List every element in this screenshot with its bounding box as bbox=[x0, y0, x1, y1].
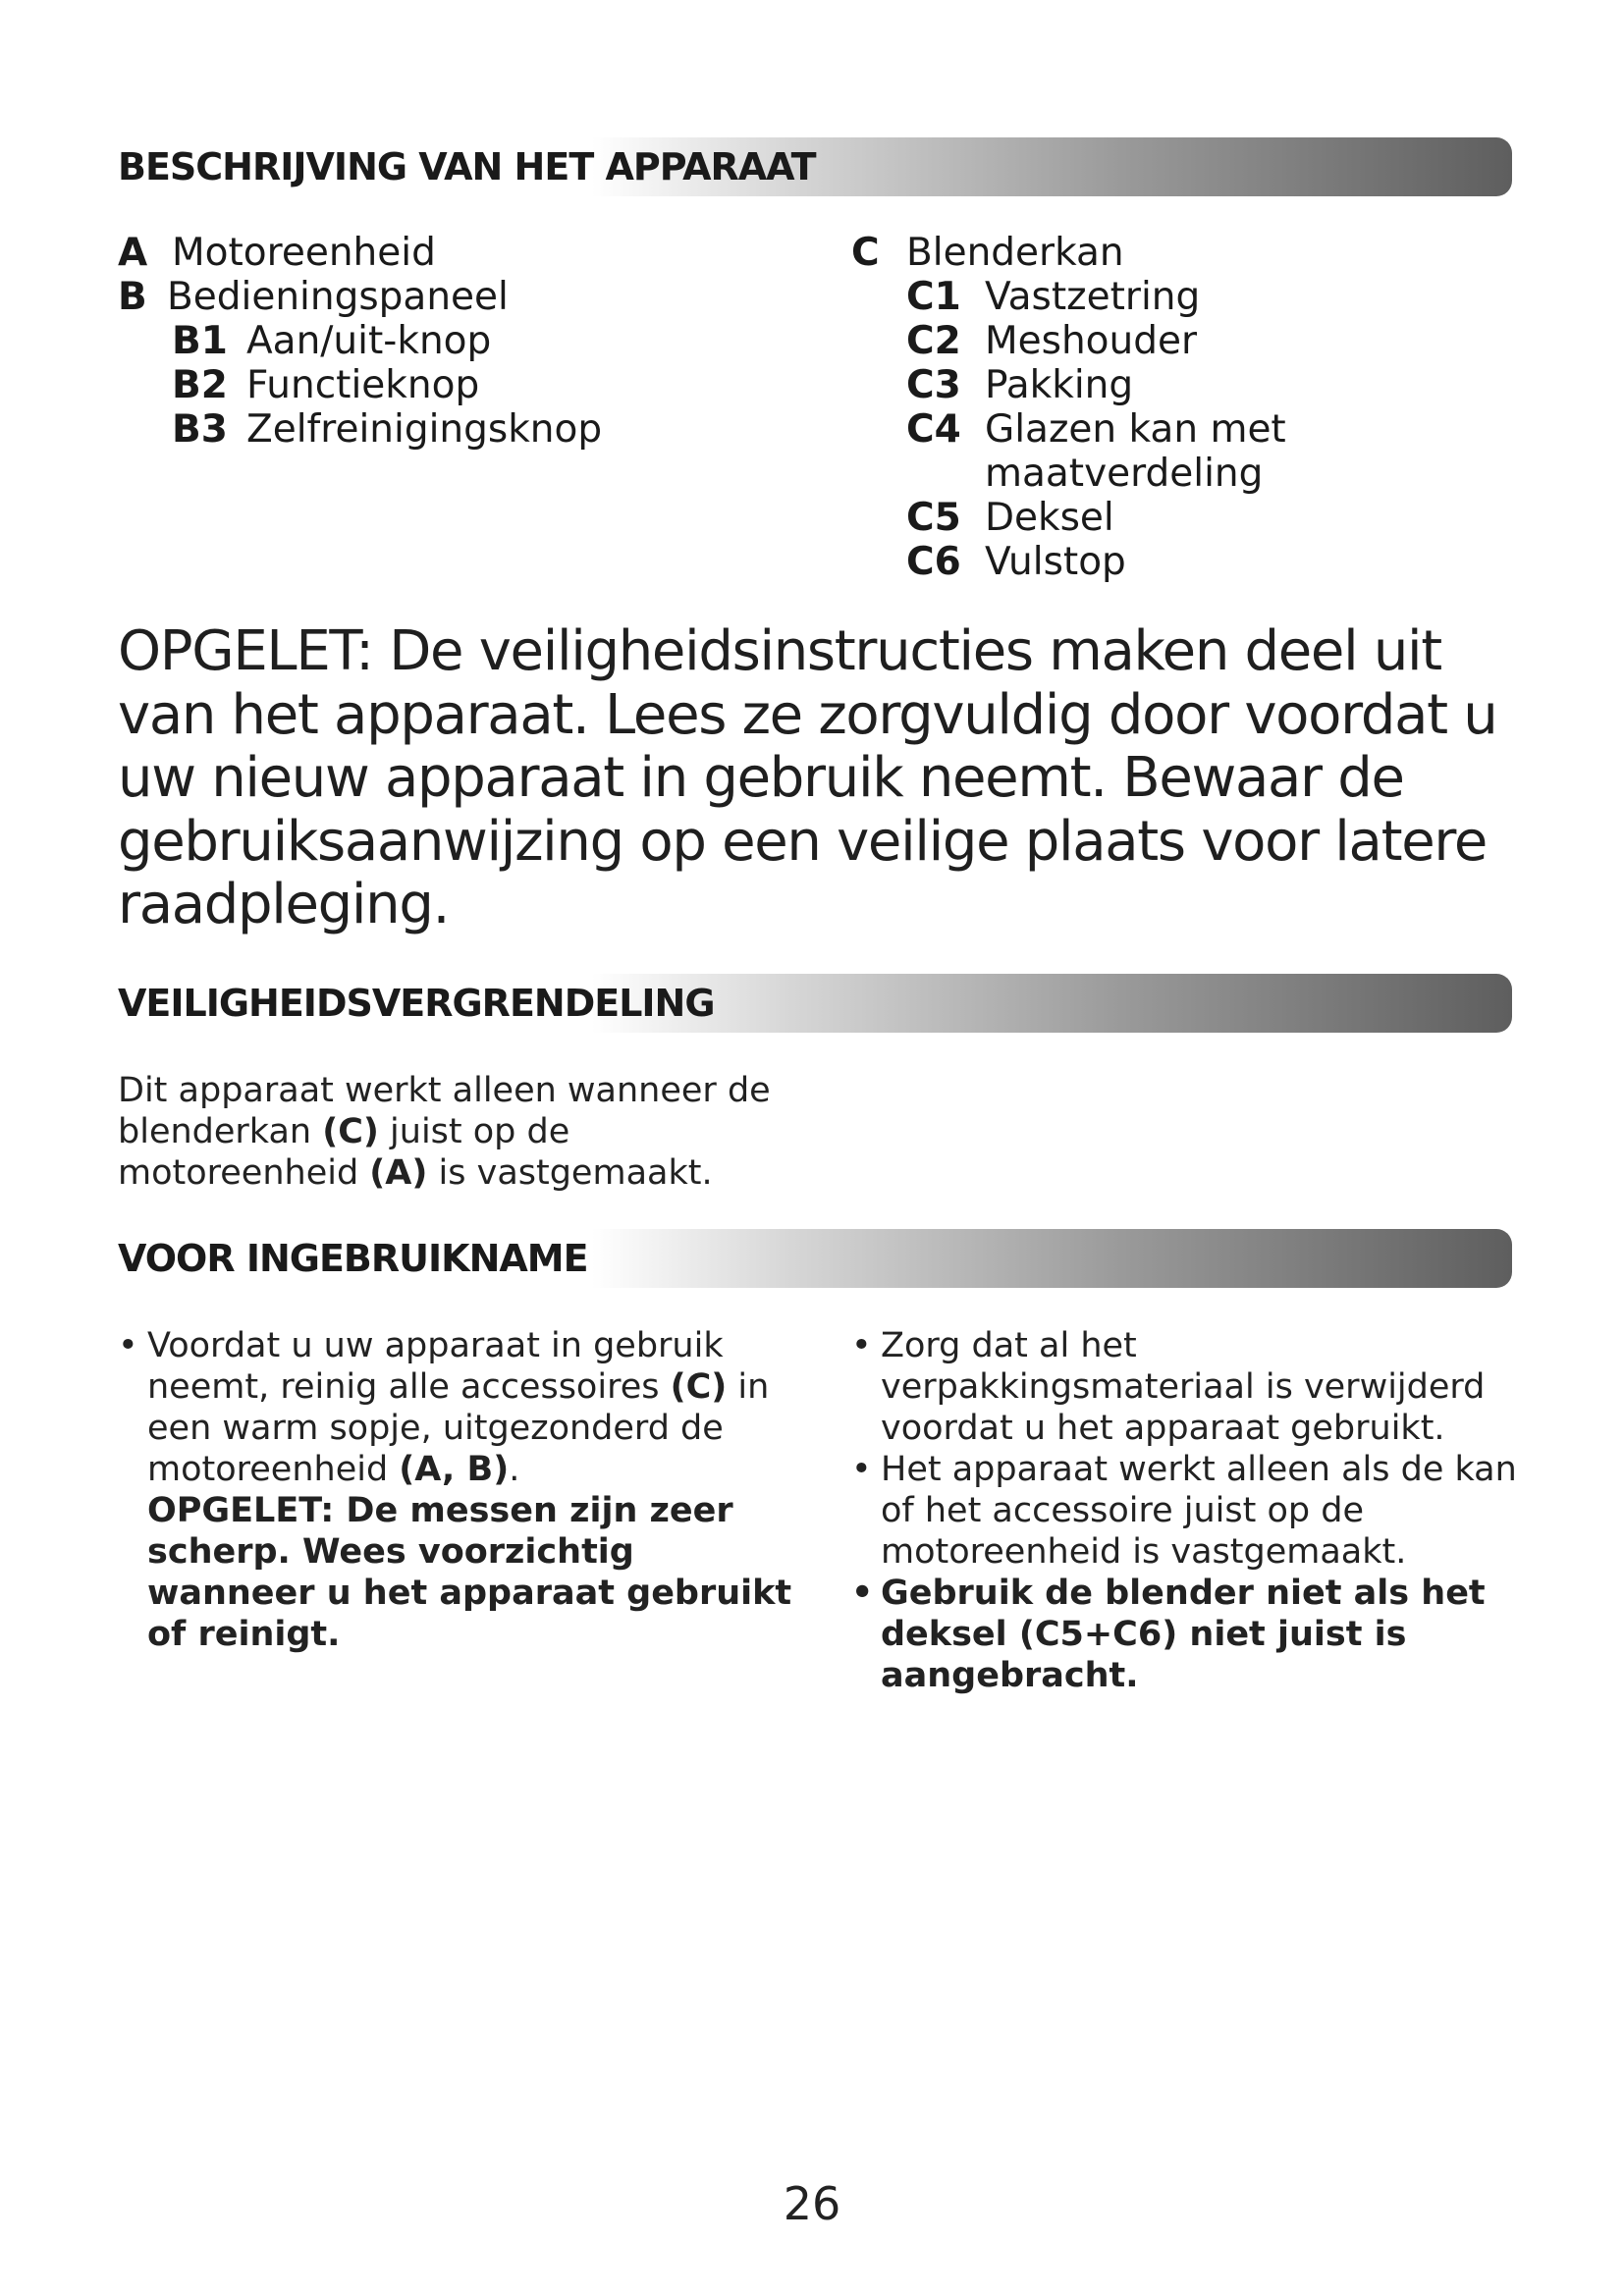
text-segment: in een warm sopje, uitgezonderd de motoreenheid bbox=[147, 1367, 770, 1489]
section-title-description: BESCHRIJVING VAN HET APPARAAT bbox=[118, 145, 816, 188]
ref-accessories: (C) bbox=[670, 1367, 728, 1407]
part-code: B1 bbox=[172, 319, 228, 363]
part-item-a bbox=[118, 231, 436, 275]
before-use-left-column bbox=[118, 1325, 805, 1655]
bullet-icon: • bbox=[851, 1450, 872, 1489]
part-item-c1 bbox=[906, 275, 1200, 319]
section-title-safety-lock: VEILIGHEIDSVERGRENDELING bbox=[118, 982, 715, 1025]
part-label: Glazen kan met bbox=[985, 407, 1286, 452]
part-code: C bbox=[851, 231, 880, 275]
list-item-text: Gebruik de blender niet als het deksel (C5+C6) niet juist is aangebracht. bbox=[881, 1574, 1486, 1695]
list-item bbox=[851, 1449, 1519, 1573]
safety-warning-text: OPGELET: De veiligheidsinstructies maken deel uit van het apparaat. Lees ze zorgvuldig door voordat u uw nieuw apparaat in gebruik neemt. Bewaar de gebruiksaanwijzing op een veilige plaats voor latere raadpleging. bbox=[118, 619, 1497, 936]
page-number: 26 bbox=[783, 2177, 841, 2230]
bullet-icon: • bbox=[118, 1326, 138, 1365]
list-item bbox=[851, 1573, 1519, 1696]
section-banner-safety-lock bbox=[118, 974, 1512, 1033]
part-label: Vulstop bbox=[985, 540, 1126, 584]
part-item-c5 bbox=[906, 496, 1114, 540]
part-item-b3 bbox=[172, 407, 602, 452]
part-code: C5 bbox=[906, 496, 961, 540]
part-item-c4 bbox=[906, 407, 1286, 452]
part-code: B bbox=[118, 275, 147, 319]
part-label: Deksel bbox=[985, 496, 1114, 540]
part-code: A bbox=[118, 231, 148, 275]
bullet-icon: • bbox=[851, 1574, 874, 1613]
part-code: C2 bbox=[906, 319, 961, 363]
part-item-b2 bbox=[172, 363, 479, 407]
list-item bbox=[118, 1325, 805, 1655]
text-segment: juist op de motoreenheid bbox=[118, 1112, 570, 1193]
section-banner-description bbox=[118, 137, 1512, 196]
part-label: Aan/uit-knop bbox=[246, 319, 492, 363]
list-item-text: Zorg dat al het verpakkingsmateriaal is verwijderd voordat u het apparaat gebruikt. bbox=[881, 1326, 1486, 1448]
text-segment: is vastgemaakt. bbox=[427, 1153, 713, 1193]
part-item-c bbox=[851, 231, 1124, 275]
part-label: Pakking bbox=[985, 363, 1134, 407]
part-code: C3 bbox=[906, 363, 961, 407]
text-segment: . bbox=[509, 1450, 520, 1489]
part-label: Motoreenheid bbox=[172, 231, 436, 275]
part-label: Functieknop bbox=[246, 363, 480, 407]
before-use-right-column bbox=[851, 1325, 1519, 1696]
part-code: C1 bbox=[906, 275, 961, 319]
section-title-before-use: VOOR INGEBRUIKNAME bbox=[118, 1237, 588, 1280]
section-banner-before-use bbox=[118, 1229, 1512, 1288]
list-item bbox=[851, 1325, 1519, 1449]
ref-motor-unit: (A, B) bbox=[399, 1450, 510, 1489]
part-item-c6 bbox=[906, 540, 1126, 584]
part-label: Vastzetring bbox=[985, 275, 1201, 319]
ref-motor-unit: (A) bbox=[369, 1153, 428, 1193]
part-label: Bedieningspaneel bbox=[167, 275, 509, 319]
part-item-c3 bbox=[906, 363, 1133, 407]
part-code: B2 bbox=[172, 363, 228, 407]
part-item-c2 bbox=[906, 319, 1197, 363]
part-code: C6 bbox=[906, 540, 961, 584]
part-code: C4 bbox=[906, 407, 961, 452]
ref-blender-jar: (C) bbox=[322, 1112, 379, 1151]
part-code: B3 bbox=[172, 407, 228, 452]
text-segment: Dit apparaat werkt alleen wanneer de blenderkan bbox=[118, 1071, 771, 1151]
blade-warning: OPGELET: De messen zijn zeer scherp. Wees voorzichtig wanneer u het apparaat gebruikt of reinigt. bbox=[147, 1491, 792, 1654]
text-segment: Voordat u uw apparaat in gebruik neemt, reinig alle accessoires bbox=[147, 1326, 724, 1407]
safety-lock-text bbox=[118, 1070, 785, 1194]
list-item-text: Het apparaat werkt alleen als de kan of het accessoire juist op de motoreenheid is vastgemaakt. bbox=[881, 1450, 1517, 1572]
part-item-b bbox=[118, 275, 509, 319]
part-label: Zelfreinigingsknop bbox=[246, 407, 603, 452]
part-item-b1 bbox=[172, 319, 491, 363]
part-item-c4-cont bbox=[906, 452, 1263, 496]
bullet-icon: • bbox=[851, 1326, 872, 1365]
part-label: Meshouder bbox=[985, 319, 1198, 363]
part-label: maatverdeling bbox=[985, 452, 1264, 496]
part-label: Blenderkan bbox=[906, 231, 1124, 275]
